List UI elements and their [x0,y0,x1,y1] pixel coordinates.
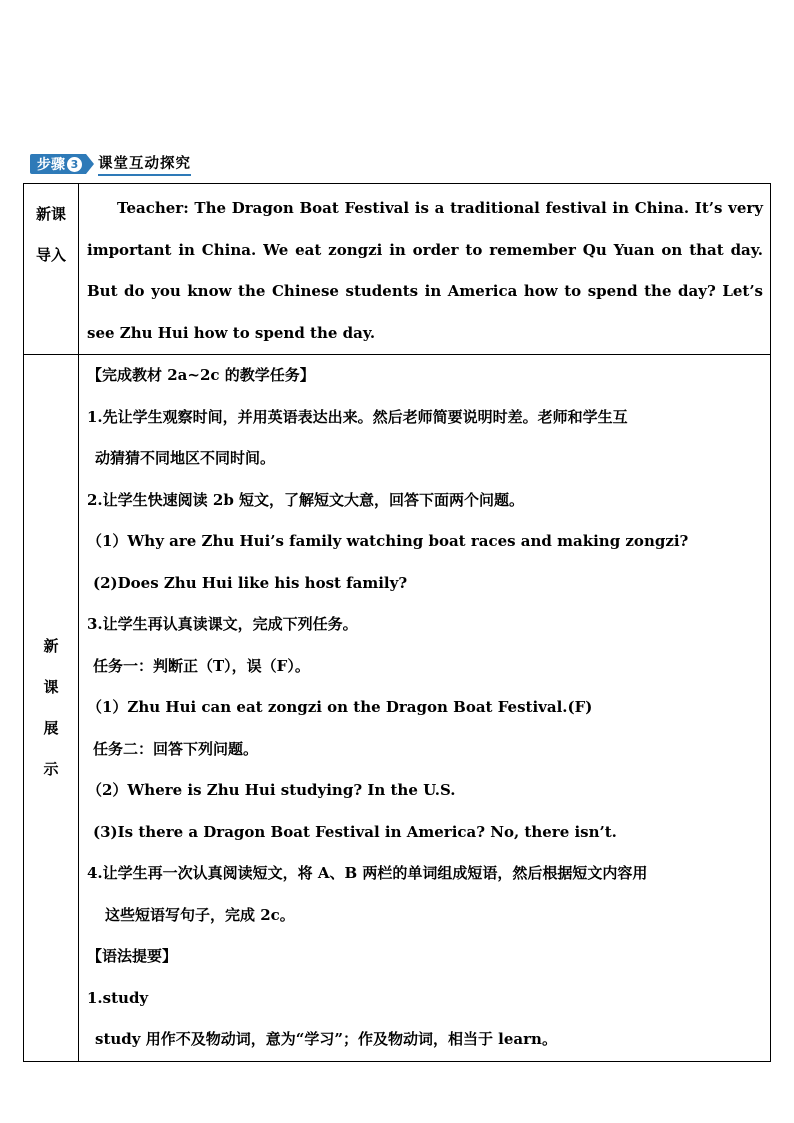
step-number: 3 [67,157,82,172]
item4-line1: 4.让学生再一次认真阅读短文，将 A、B 两栏的单词组成短语，然后根据短文内容用 [87,864,648,882]
item1-line2: 动猜猜不同地区不同时间。 [95,449,276,467]
item3: 3.让学生再认真读课文，完成下列任务。 [87,615,358,633]
grammar-heading: 【语法提要】 [87,947,178,965]
question-1: （1）Why are Zhu Hui’s family watching boat races and making zongzi? [87,532,689,550]
intro-row [24,184,771,355]
show-label-char: 展 [43,718,59,737]
show-label-char: 课 [43,677,59,696]
show-content-cell [79,355,771,1062]
intro-text: Teacher: The Dragon Boat Festival is a traditional festival in China. It’s very important in China. We eat zongzi in order to remember Qu Yuan on that day. But do you know the Chinese students in America how to spend the day? Let’s see Zhu Hui how to spend the day. [87,199,763,342]
show-label-cell [24,355,79,1062]
question-2: (2)Does Zhu Hui like his host family? [93,573,408,592]
show-label-char: 示 [43,759,59,778]
task-heading: 【完成教材 2a~2c 的教学任务】 [87,366,315,384]
item2: 2.让学生快速阅读 2b 短文，了解短文大意，回答下面两个问题。 [87,490,525,509]
show-row [24,355,771,1062]
lesson-table [23,183,771,1062]
step-badge [30,154,86,174]
intro-content-cell [79,184,771,355]
task2: 任务二：回答下列问题。 [93,739,259,758]
step-title: 课堂互动探究 [98,152,191,176]
task2-question2: (3)Is there a Dragon Boat Festival in America? No, there isn’t. [93,822,617,841]
task1-question: （1）Zhu Hui can eat zongzi on the Dragon Boat Festival.(F) [87,698,593,716]
intro-label-line1: 新课 [35,205,66,223]
intro-label-line2: 导入 [35,246,66,264]
step-badge-label: 步骤 [37,157,65,173]
task1: 任务一：判断正（T），误（F）。 [93,656,310,675]
step-badge-arrow [86,154,94,174]
item1-line1: 1.先让学生观察时间，并用英语表达出来。然后老师简要说明时差。老师和学生互 [87,407,628,426]
intro-label-cell [24,184,79,355]
show-label-char: 新 [43,636,59,655]
grammar-item: 1.study [87,988,149,1007]
step-header [30,153,191,175]
grammar-text: study 用作不及物动词，意为“学习”；作及物动词，相当于 learn。 [95,1030,557,1048]
task2-question1: （2）Where is Zhu Hui studying? In the U.S. [87,781,456,799]
item4-line2: 这些短语写句子，完成 2c。 [105,905,295,924]
